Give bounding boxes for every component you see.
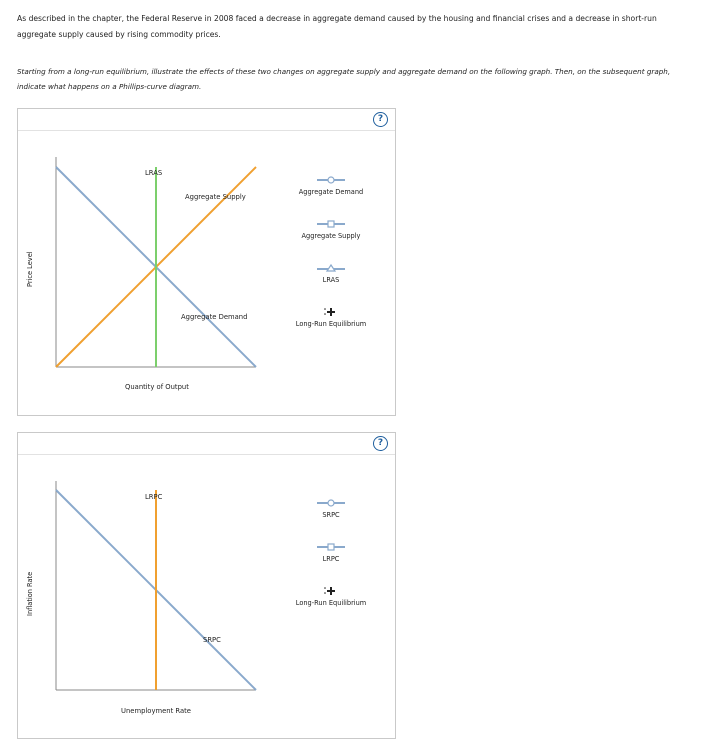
- srpc-label: SRPC: [203, 636, 221, 644]
- square-handle-icon: [281, 219, 381, 229]
- triangle-handle-icon: [281, 263, 381, 273]
- y-axis-label: Inflation Rate: [26, 571, 34, 616]
- long-run-equilibrium-tool-label: Long-Run Equilibrium: [295, 320, 367, 328]
- aggregate-demand-tool-label: Aggregate Demand: [298, 188, 364, 196]
- srpc-tool[interactable]: [281, 498, 381, 519]
- aggregate-demand-tool[interactable]: [281, 175, 381, 196]
- lras-label: LRAS: [145, 169, 163, 177]
- aggregate-supply-tool[interactable]: [281, 219, 381, 240]
- aggregate-demand-label: Aggregate Demand: [181, 313, 248, 321]
- phillips-curve-panel: [17, 432, 396, 739]
- aggregate-supply-label: Aggregate Supply: [185, 193, 246, 201]
- lras-tool[interactable]: [281, 263, 381, 284]
- square-handle-icon: [281, 542, 381, 552]
- help-icon[interactable]: ?: [373, 112, 388, 127]
- circle-handle-icon: [281, 175, 381, 185]
- y-axis-label: Price Level: [26, 251, 34, 287]
- lras-tool-label: LRAS: [322, 276, 340, 284]
- long-run-equilibrium-tool[interactable]: [281, 307, 381, 328]
- lrpc-tool-label: LRPC: [322, 555, 340, 563]
- plus-marker-icon: [281, 307, 381, 317]
- intro-text: As described in the chapter, the Federal Reserve in 2008 faced a decrease in aggregate demand caused by the housing and financial crises and a decrease in short-run aggregate supply caused by rising commodity prices.: [17, 14, 657, 39]
- circle-handle-icon: [281, 498, 381, 508]
- lrpc-label: LRPC: [145, 493, 163, 501]
- plus-marker-icon: [281, 586, 381, 596]
- lrpc-tool[interactable]: [281, 542, 381, 563]
- srpc-tool-label: SRPC: [322, 511, 340, 519]
- x-axis-label: Unemployment Rate: [121, 707, 191, 715]
- long-run-equilibrium-tool-label: Long-Run Equilibrium: [295, 599, 367, 607]
- help-icon[interactable]: ?: [373, 436, 388, 451]
- long-run-equilibrium-tool[interactable]: [281, 586, 381, 607]
- x-axis-label: Quantity of Output: [125, 383, 189, 391]
- ad-as-graph-panel: [17, 108, 396, 416]
- aggregate-supply-tool-label: Aggregate Supply: [301, 232, 361, 240]
- instructions-text: Starting from a long-run equilibrium, illustrate the effects of these two changes on aggregate supply and aggregate demand on the following graph. Then, on the subsequent graph, indicate what happens on a Phillips-curve diagram.: [17, 67, 671, 91]
